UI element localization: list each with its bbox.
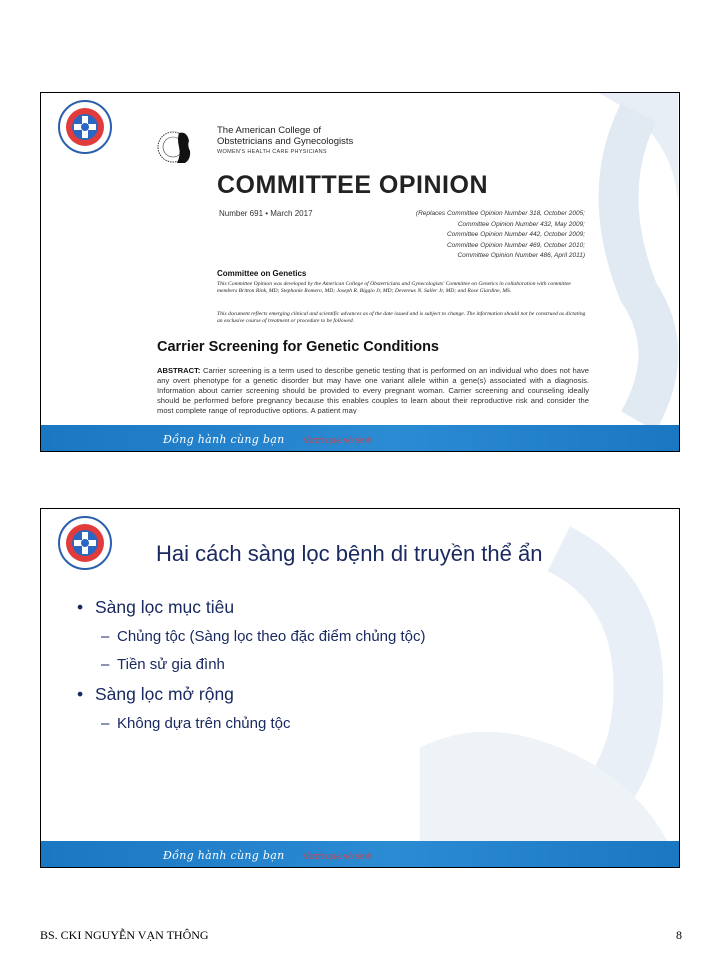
footer-tagline-red: Vượt qua vô sinh <box>303 851 372 861</box>
org-name-line1: The American College of <box>217 125 322 136</box>
document-title: COMMITTEE OPINION <box>217 171 488 199</box>
bullet-item: • Sàng lọc mục tiêu <box>77 597 235 617</box>
replaces-line: Committee Opinion Number 469, October 2010; <box>446 241 585 249</box>
sub-bullet-text: Không dựa trên chủng tộc <box>117 715 291 732</box>
abstract-label: ABSTRACT: <box>157 366 201 375</box>
replaces-line: (Replaces Committee Opinion Number 318, October 2005; <box>415 210 585 217</box>
page-number: 8 <box>676 928 682 942</box>
sub-bullet-item: – Chủng tộc (Sàng lọc theo đặc điểm chủng tộc) <box>101 628 426 645</box>
slide-committee-opinion <box>40 92 680 452</box>
bullet-list <box>77 595 637 741</box>
footer-tagline: Đồng hành cùng bạn <box>163 849 285 862</box>
disclaimer-text: This document reflects emerging clinical and scientific advances as of the date issued and is subject to change. The information should not be construed as dictating an exclusive course of treatment or procedure to be followed. <box>217 311 586 325</box>
page-footer-author: BS. CKI NGUYỄN VẠN THÔNG <box>40 928 209 942</box>
slide-footer-bar <box>41 841 679 867</box>
section-title: Carrier Screening for Genetic Conditions <box>157 339 439 355</box>
bullet-text: Sàng lọc mục tiêu <box>95 597 235 617</box>
replaces-line: Committee Opinion Number 486, April 2011) <box>457 252 585 259</box>
replaces-line: Committee Opinion Number 442, October 2009; <box>446 231 585 238</box>
abstract <box>157 366 589 414</box>
bullet-text: Sàng lọc mở rộng <box>95 684 234 704</box>
committee-text: This Committee Opinion was developed by the American College of Obstetricians and Gynecologists' Committee on Genetics in collaboration with committee members Britton Rink, MD; Stephanie Romero, MD; Joseph R. Biggio Jr, MD; Devereux N. Saller Jr, MD; and Rose Giardine, MS. <box>217 281 571 295</box>
footer-tagline: Đồng hành cùng bạn <box>163 433 285 446</box>
slide-footer-bar <box>41 425 679 451</box>
committee-heading: Committee on Genetics <box>217 269 307 278</box>
slide-screening-methods <box>40 508 680 868</box>
bullet-item: • Sàng lọc mở rộng <box>77 684 234 704</box>
hospital-logo-icon <box>57 99 113 155</box>
sub-bullet-text: Chủng tộc (Sàng lọc theo đặc điểm chủng tộc) <box>117 628 426 645</box>
org-tagline: WOMEN'S HEALTH CARE PHYSICIANS <box>217 149 327 155</box>
acog-logo-icon <box>157 127 201 167</box>
org-name <box>217 125 353 147</box>
replaces-list <box>345 209 585 262</box>
org-name-line2: Obstetricians and Gynecologists <box>217 136 354 147</box>
document-number: Number 691 • March 2017 <box>219 209 313 218</box>
footer-tagline-red: Vượt qua vô sinh <box>303 435 372 445</box>
hospital-logo-icon <box>57 515 113 571</box>
sub-bullet-text: Tiền sử gia đình <box>117 656 225 673</box>
abstract-text: Carrier screening is a term used to describe genetic testing that is performed on an individual who does not have any overt phenotype for a genetic disorder but may have one variant allele within a gene(s) associated with a diagnosis. Information about carrier screening should be provided to every pregnant woman. Carrier screening and counseling ideally should be performed before pregnancy because this enables couples to learn about their reproductive risk and consider the most complete range of reproductive options. A patient may <box>157 366 589 414</box>
sub-bullet-item: – Tiền sử gia đình <box>101 656 225 673</box>
replaces-line: Committee Opinion Number 432, May 2009; <box>457 220 585 228</box>
sub-bullet-item: – Không dựa trên chủng tộc <box>101 715 291 732</box>
slide-title: Hai cách sàng lọc bệnh di truyền thể ẩn <box>156 541 543 566</box>
